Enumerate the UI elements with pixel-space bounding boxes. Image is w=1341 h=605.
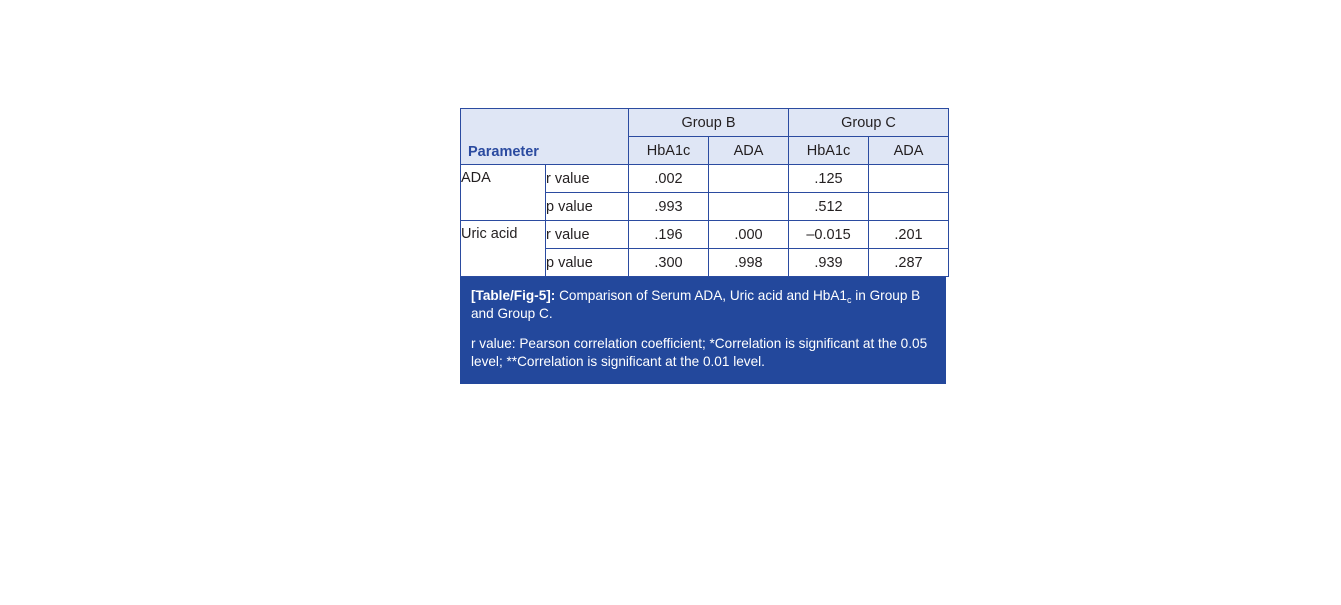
row-statistic: p value — [546, 193, 629, 221]
header-cell-groupc-hba1c: HbA1c — [789, 137, 869, 165]
cell-value: .196 — [629, 221, 709, 249]
cell-value: .201 — [869, 221, 949, 249]
caption-footnote: r value: Pearson correlation coefficient; *Correlation is significant at the 0.05 level; **Correlation is significant at the 0.01 level. — [471, 335, 928, 370]
cell-value: .125 — [789, 165, 869, 193]
comparison-table — [460, 108, 949, 277]
cell-value — [869, 165, 949, 193]
caption-label: [Table/Fig-5]: — [471, 288, 556, 303]
caption-main — [471, 287, 935, 324]
header-cell-group-c: Group C — [789, 109, 949, 137]
cell-value: –0.015 — [789, 221, 869, 249]
table-row — [461, 221, 949, 249]
cell-value: .000 — [709, 221, 789, 249]
cell-value: .998 — [709, 249, 789, 277]
header-cell-groupc-ada: ADA — [869, 137, 949, 165]
header-cell-groupb-ada: ADA — [709, 137, 789, 165]
cell-value: .993 — [629, 193, 709, 221]
cell-value — [709, 193, 789, 221]
table-figure-container — [460, 108, 948, 384]
cell-value: .939 — [789, 249, 869, 277]
table-header — [461, 109, 949, 165]
cell-value — [709, 165, 789, 193]
header-cell-groupb-hba1c: HbA1c — [629, 137, 709, 165]
cell-value: .512 — [789, 193, 869, 221]
table-caption — [460, 277, 946, 384]
header-cell-group-b: Group B — [629, 109, 789, 137]
table-header-row-groups — [461, 109, 949, 137]
row-statistic: p value — [546, 249, 629, 277]
row-parameter-uric-acid: Uric acid — [461, 221, 546, 277]
row-parameter-ada: ADA — [461, 165, 546, 221]
caption-text-part1: Comparison of Serum ADA, Uric acid and HbA1 — [555, 288, 847, 303]
cell-value: .287 — [869, 249, 949, 277]
header-cell-parameter — [461, 109, 629, 165]
cell-value: .300 — [629, 249, 709, 277]
caption-text-part2: in Group B and Group C. — [471, 288, 921, 322]
table-body — [461, 165, 949, 277]
header-label-parameter: Parameter — [468, 144, 539, 160]
caption-subscript: c — [846, 295, 852, 305]
cell-value: .002 — [629, 165, 709, 193]
table-row — [461, 165, 949, 193]
row-statistic: r value — [546, 165, 629, 193]
row-statistic: r value — [546, 221, 629, 249]
cell-value — [869, 193, 949, 221]
